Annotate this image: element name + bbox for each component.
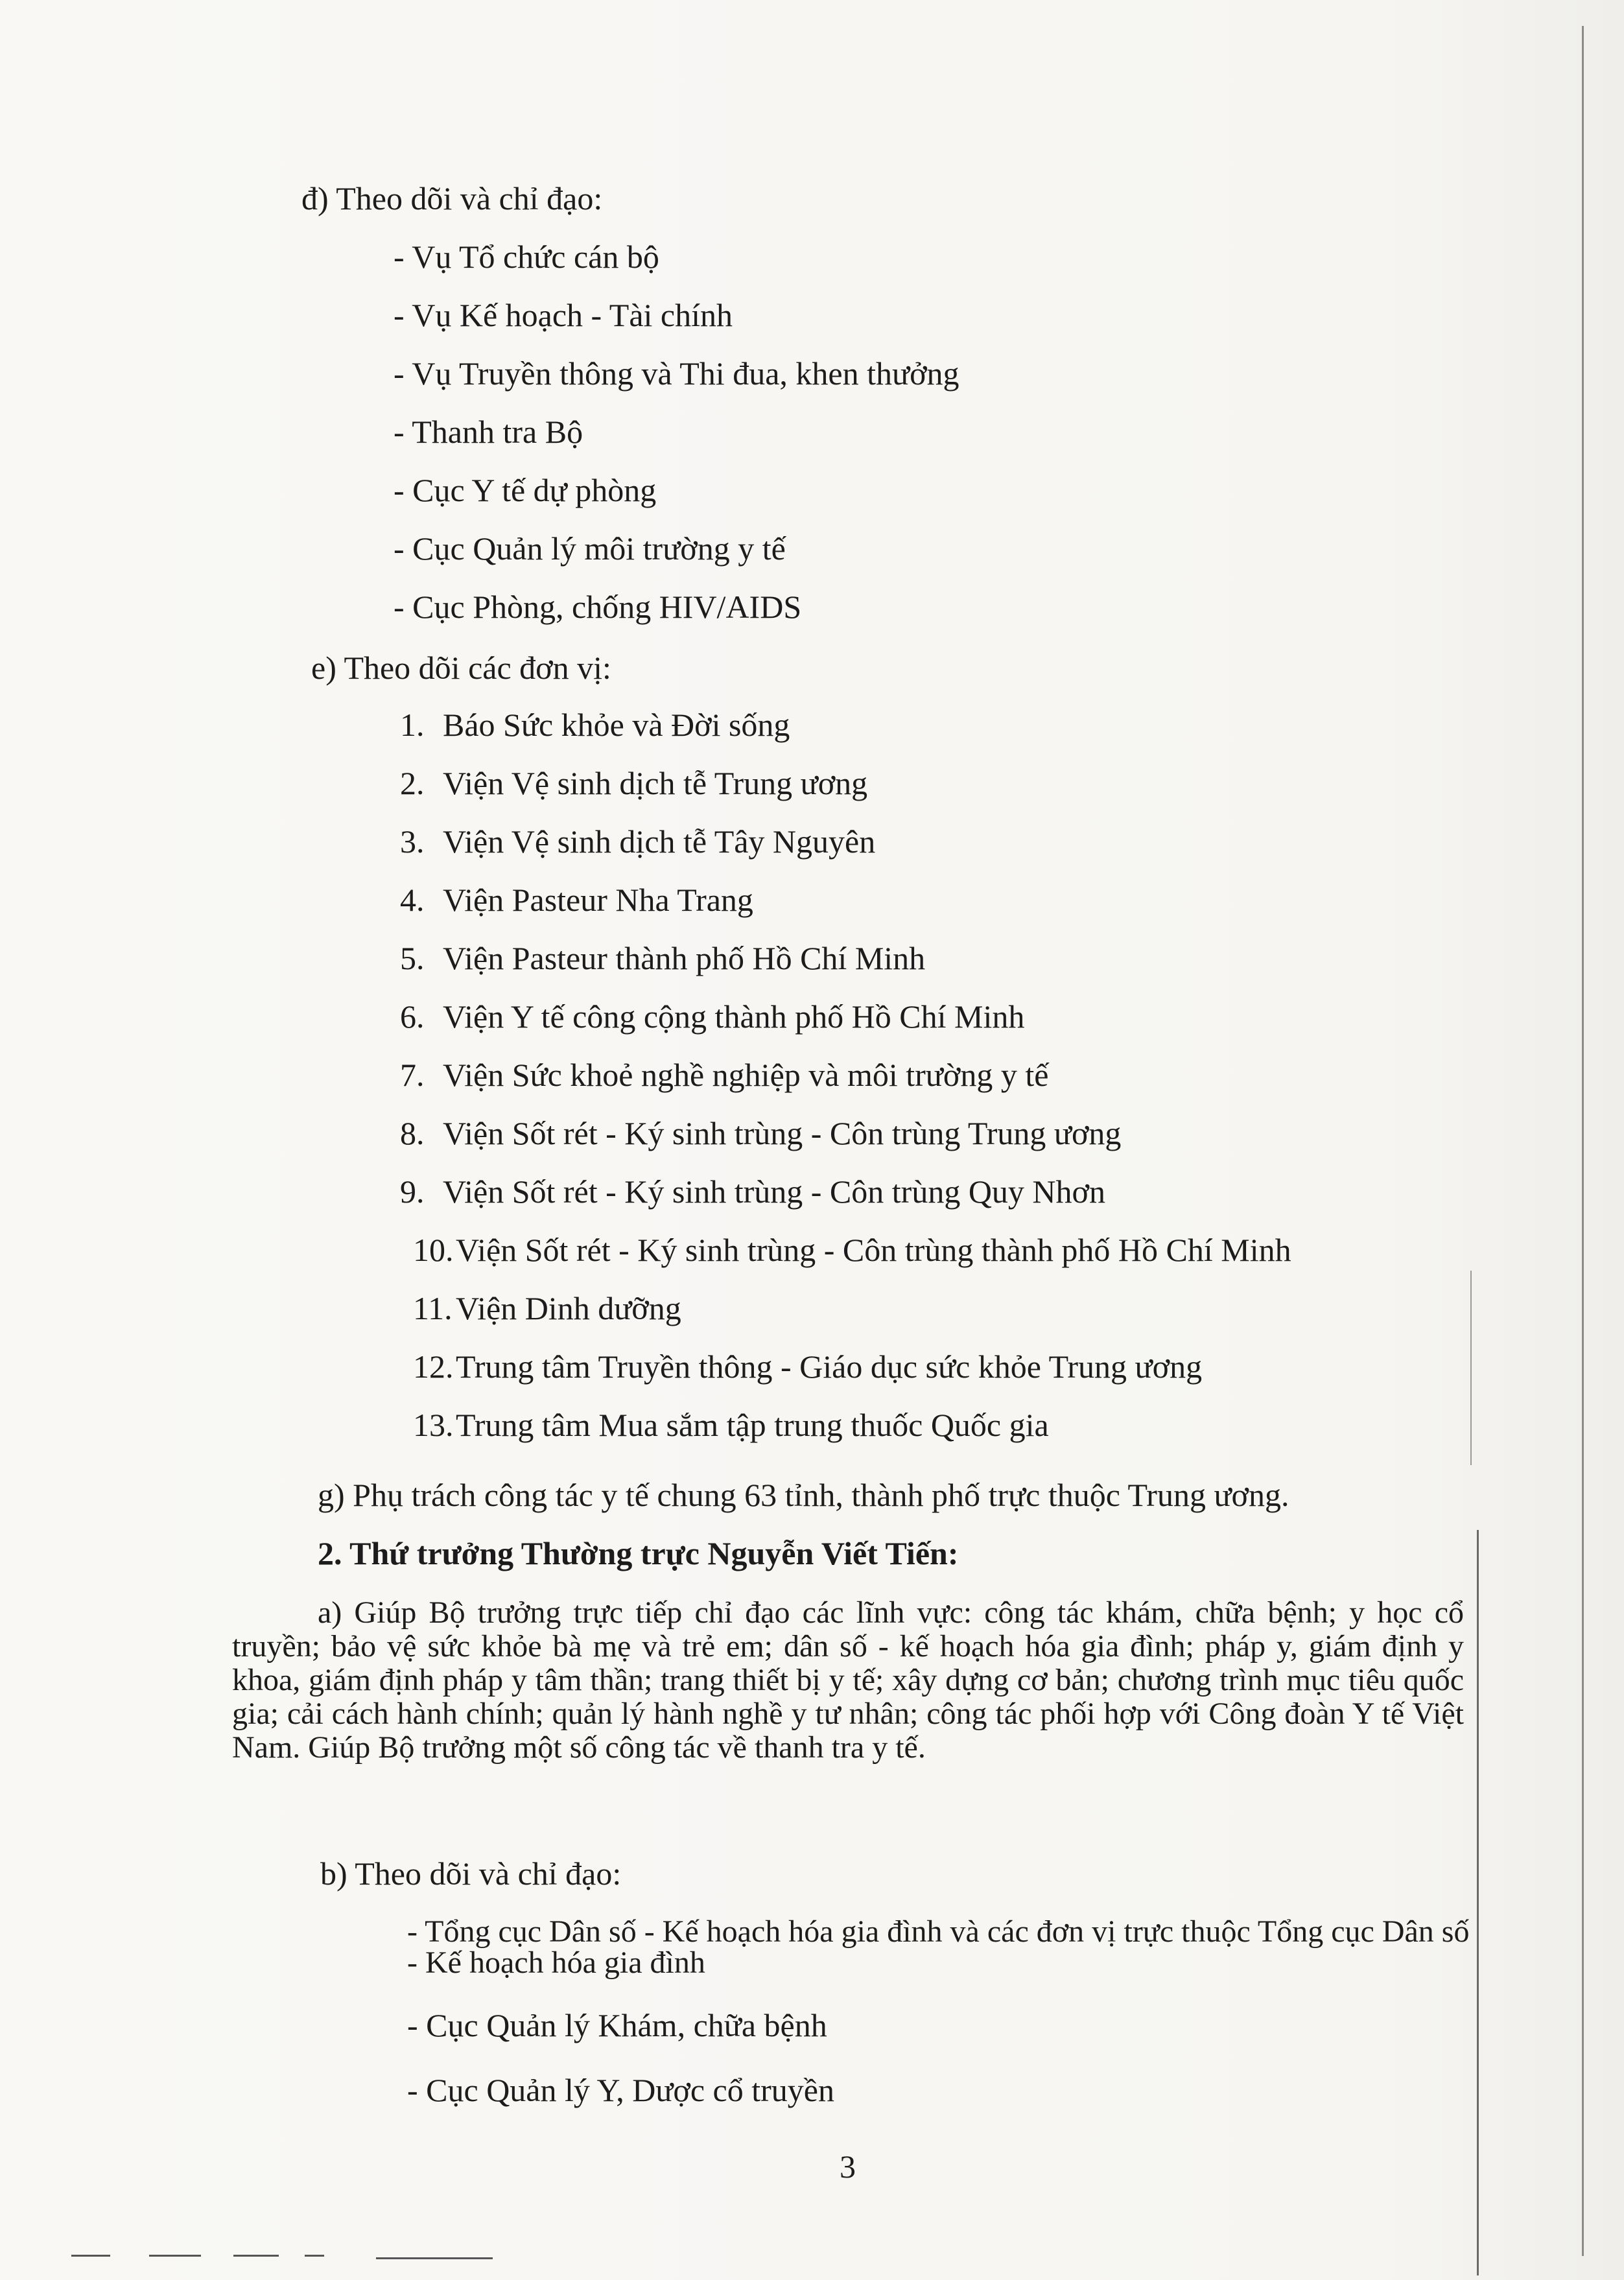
list-item-text: Viện Sốt rét - Ký sinh trùng - Côn trùng thành phố Hồ Chí Minh bbox=[456, 1232, 1291, 1268]
list-item-text: Viện Sức khoẻ nghề nghiệp và môi trường y tế bbox=[443, 1057, 1049, 1093]
scan-edge-line bbox=[1477, 1530, 1479, 2275]
section-g-text: g) Phụ trách công tác y tế chung 63 tỉnh, thành phố trực thuộc Trung ương. bbox=[318, 1477, 1289, 1513]
scan-footer-dash bbox=[71, 2255, 110, 2257]
section-2-sub-b-item: - Tổng cục Dân số - Kế hoạch hóa gia đình và các đơn vị trực thuộc Tổng cục Dân số - Kế hoạch hóa gia đình bbox=[407, 1914, 1470, 1980]
list-item-text: Báo Sức khỏe và Đời sống bbox=[443, 707, 790, 743]
list-item bbox=[400, 705, 790, 744]
list-item-number: 10. bbox=[413, 1232, 454, 1268]
list-item-text: Viện Dinh dưỡng bbox=[456, 1290, 681, 1326]
list-item bbox=[413, 1289, 681, 1328]
list-item bbox=[400, 1172, 1105, 1211]
list-item bbox=[400, 1055, 1048, 1094]
scan-edge-line bbox=[1470, 1271, 1472, 1465]
list-item-text: Viện Pasteur thành phố Hồ Chí Minh bbox=[443, 940, 926, 976]
list-item-text: Viện Sốt rét - Ký sinh trùng - Côn trùng Quy Nhơn bbox=[443, 1173, 1105, 1210]
section-d-item: - Thanh tra Bộ bbox=[394, 414, 583, 450]
scan-footer-dash bbox=[149, 2255, 201, 2257]
list-item-text: Viện Sốt rét - Ký sinh trùng - Côn trùng Trung ương bbox=[443, 1115, 1122, 1151]
list-item bbox=[400, 822, 875, 861]
list-item-number: 7. bbox=[400, 1057, 425, 1093]
list-item-text: Viện Vệ sinh dịch tễ Tây Nguyên bbox=[443, 823, 876, 860]
scan-footer-dash bbox=[233, 2255, 279, 2257]
list-item bbox=[400, 764, 867, 803]
list-item bbox=[413, 1405, 1049, 1444]
list-item-number: 1. bbox=[400, 707, 425, 743]
section-d-item: - Vụ Tổ chức cán bộ bbox=[394, 239, 659, 275]
list-item-number: 13. bbox=[413, 1407, 454, 1443]
list-item-text: Viện Pasteur Nha Trang bbox=[443, 882, 753, 918]
scan-edge-line bbox=[1582, 26, 1584, 2256]
list-item-number: 6. bbox=[400, 998, 425, 1035]
section-d-item: - Cục Phòng, chống HIV/AIDS bbox=[394, 589, 802, 625]
list-item-number: 12. bbox=[413, 1348, 454, 1385]
list-item-text: Trung tâm Mua sắm tập trung thuốc Quốc gia bbox=[456, 1407, 1049, 1443]
section-2-heading: 2. Thứ trưởng Thường trực Nguyễn Viết Tiến: bbox=[318, 1535, 959, 1571]
section-d-item: - Cục Quản lý môi trường y tế bbox=[394, 530, 786, 567]
scan-footer-dash bbox=[305, 2255, 324, 2257]
list-item bbox=[400, 1114, 1121, 1153]
section-d-item: - Vụ Truyền thông và Thi đua, khen thưởng bbox=[394, 355, 959, 392]
section-d-item: - Cục Y tế dự phòng bbox=[394, 472, 657, 508]
list-item-text: Viện Vệ sinh dịch tễ Trung ương bbox=[443, 765, 868, 801]
list-item bbox=[413, 1230, 1291, 1269]
list-item-number: 4. bbox=[400, 882, 425, 918]
list-item-number: 2. bbox=[400, 765, 425, 801]
list-item bbox=[400, 997, 1024, 1036]
list-item-text: Trung tâm Truyền thông - Giáo dục sức khỏe Trung ương bbox=[456, 1348, 1203, 1385]
section-d-item: - Vụ Kế hoạch - Tài chính bbox=[394, 297, 733, 333]
list-item-number: 11. bbox=[413, 1290, 453, 1326]
list-item bbox=[400, 939, 925, 978]
list-item-number: 5. bbox=[400, 940, 425, 976]
list-item bbox=[400, 880, 753, 919]
section-2-sub-b-heading: b) Theo dõi và chỉ đạo: bbox=[320, 1855, 622, 1892]
section-2-sub-b-item: - Cục Quản lý Khám, chữa bệnh bbox=[407, 2007, 827, 2043]
section-2-paragraph-a: a) Giúp Bộ trưởng trực tiếp chỉ đạo các lĩnh vực: công tác khám, chữa bệnh; y học cổ truyền; bảo vệ sức khỏe bà mẹ và trẻ em; dân số - kế hoạch hóa gia đình; pháp y, giám định y khoa, giám định pháp y tâm thần; trang thiết bị y tế; xây dựng cơ bản; chương trình mục tiêu quốc gia; cải cách hành chính; quản lý hành nghề y tư nhân; công tác phối hợp với Công đoàn Y tế Việt Nam. Giúp Bộ trưởng một số công tác về thanh tra y tế. bbox=[232, 1595, 1464, 1765]
page-number: 3 bbox=[840, 2148, 856, 2185]
section-e-heading: e) Theo dõi các đơn vị: bbox=[311, 650, 611, 686]
list-item bbox=[413, 1347, 1202, 1386]
section-d-heading: đ) Theo dõi và chỉ đạo: bbox=[301, 180, 603, 217]
list-item-number: 8. bbox=[400, 1115, 425, 1151]
list-item-number: 3. bbox=[400, 823, 425, 860]
section-2-sub-b-item: - Cục Quản lý Y, Dược cổ truyền bbox=[407, 2072, 834, 2108]
scan-footer-dash bbox=[376, 2257, 493, 2259]
list-item-text: Viện Y tế công cộng thành phố Hồ Chí Minh bbox=[443, 998, 1025, 1035]
list-item-number: 9. bbox=[400, 1173, 425, 1210]
